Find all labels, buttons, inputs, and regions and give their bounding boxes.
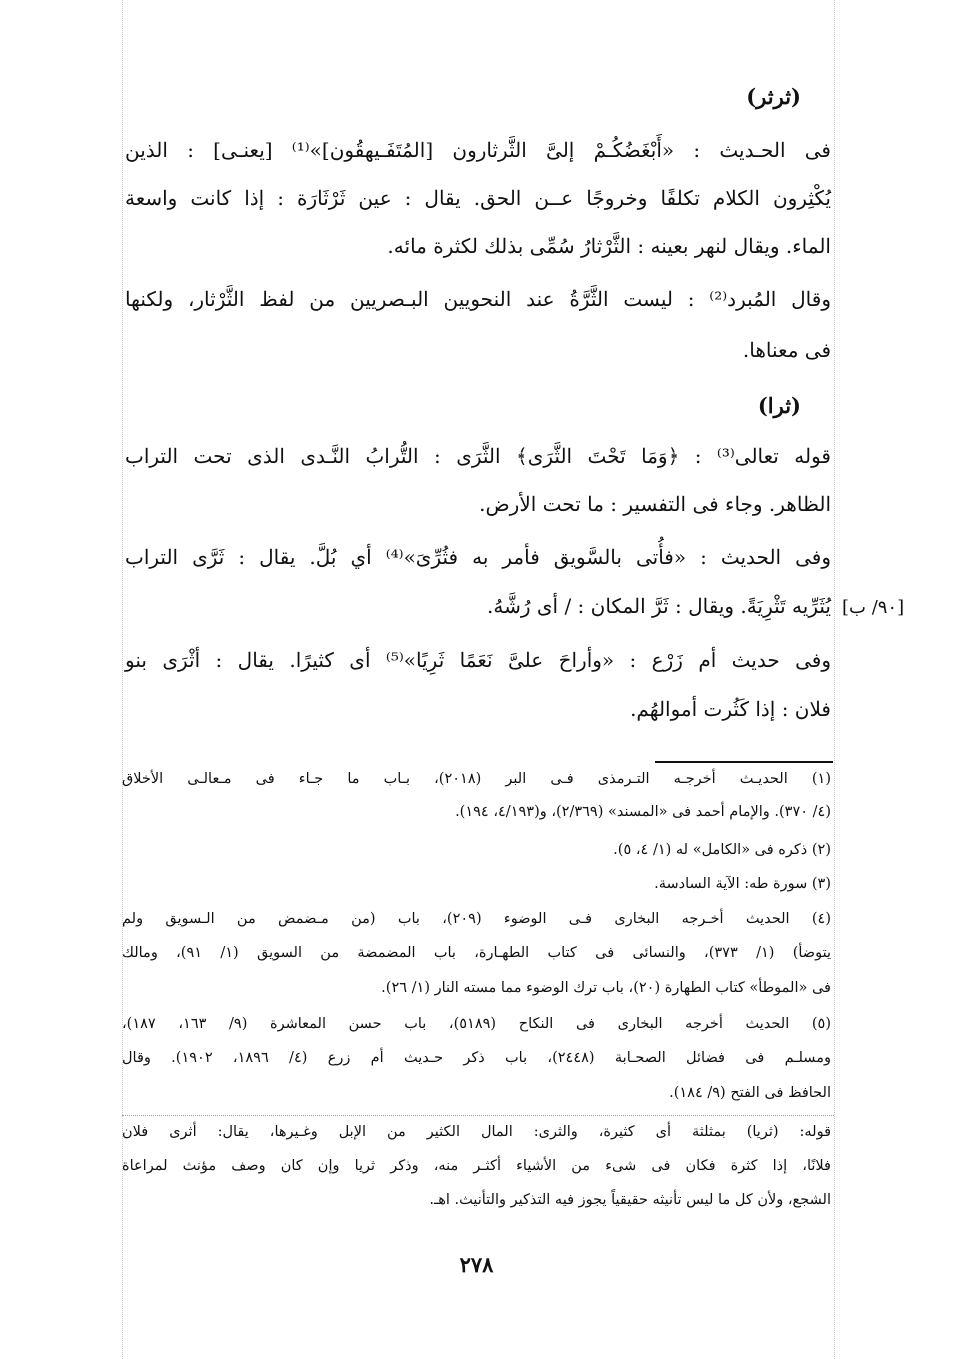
body-line: يُكْثِرون الكلام تكلفًا وخروجًا عــن الحق. يقال : عين ثَرْثَارَة : إذا كانت واسعة: [125, 186, 831, 210]
scan-edge-left: [122, 0, 123, 1359]
footnote-line: (٤) الحديث أخـرجه البخارى فـى الوضوء (٢٠٩)، باب (من مـضمض من الـسويق ولم: [122, 911, 831, 927]
body-line: فى الحـديث : «أَبْغَضُكُـمْ إلىَّ الثَّرثارون [المُتَفَـيهقُون]»⁽¹⁾ [يعنـى] : الذين: [125, 138, 831, 162]
entry-heading-thara: (ثرا): [757, 393, 801, 418]
body-line: قوله تعالى⁽³⁾ : ﴿وَمَا تَحْتَ الثَّرَى﴾ الثَّرَى : التُّرابُ النَّـدى الذى تحت التراب: [125, 444, 831, 468]
body-line: فلان : إذا كَثُرت أموالهُم.: [630, 697, 831, 721]
footnote-line: (٢) ذكره فى «الكامل» له (١/ ٤، ٥).: [613, 842, 831, 858]
explanatory-note-line: قوله: (ثريا) بمثلثة أى كثيرة، والثرى: المال الكثير من الإبل وغـيرها، يقال: أثرى فلان: [122, 1124, 831, 1140]
footnote-line: (١) الحديـث أخرجـه التـرمذى فـى البر (٢٠١٨)، بـاب ما جـاء فى مـعالـى الأخلاق: [122, 771, 831, 787]
body-line: وقال المُبرد⁽²⁾ : ليست الثَّرَّةُ عند النحويين البـصريين من لفظ الثَّرْثار، ولكنها: [125, 287, 831, 311]
explanatory-note-line: الشجع، ولأن كل ما ليس تأنيثه حقيقياً يجوز فيه التذكير والتأنيث. اهـ.: [429, 1192, 831, 1208]
body-line: يُثَرِّيه تَثْرِيَةً. ويقال : ثَرَّ المكان : / أى رُشَّهُ.: [487, 594, 831, 618]
footnote-line: الحافظ فى الفتح (٩/ ١٨٤).: [669, 1085, 831, 1101]
entry-heading-tharthar: (ثرثر): [746, 84, 801, 109]
footnote-separator-rule: [655, 761, 833, 763]
footnote-line: (٣) سورة طه: الآية السادسة.: [654, 876, 831, 892]
scan-edge-right: [834, 0, 835, 1359]
footnote-line: ومسلـم فى فضائل الصحـابة (٢٤٤٨)، باب ذكر حـديث أم زرع (٤/ ١٨٩٦، ١٩٠٢). وقال: [122, 1050, 831, 1066]
note-divider: [122, 1115, 834, 1116]
body-line: وفى الحديث : «فأُتى بالسَّويق فأمر به فثُرِّىَ»⁽⁴⁾ أي بُلَّ. يقال : ثَرَّى التراب: [125, 545, 831, 569]
explanatory-note-line: فلانًا، إذا كثرة فكان فى شىء من الأشياء أكثـر منه، وذكر ثريا وإن كان وصف مؤنث لمراعاة: [122, 1158, 831, 1174]
manuscript-folio-marker: [٩٠/ ب]: [842, 597, 905, 618]
body-line: وفى حديث أم زَرْع : «وأراحَ علىَّ نَعَمًا ثَرِيًا»⁽⁵⁾ أى كثيرًا. يقال : أثْرَى بنو: [125, 648, 832, 672]
body-line: الماء. ويقال لنهر بعينه : الثَّرْثارُ سُمِّى بذلك لكثرة مائه.: [387, 234, 831, 258]
footnote-line: يتوضأ) (١/ ٣٧٣)، والنسائى فى كتاب الطهـارة، باب المضمضة من السويق (١/ ٩١)، ومالك: [122, 945, 831, 961]
footnote-line: فى «الموطأ» كتاب الطهارة (٢٠)، باب ترك الوضوء مما مسته النار (١/ ٢٦).: [381, 980, 831, 996]
footnote-line: (٤/ ٣٧٠). والإمام أحمد فى «المسند» (٢/٣٦٩)، و(٤/١٩٣، ١٩٤).: [455, 804, 831, 820]
page-number: ٢٧٨: [459, 1252, 494, 1277]
body-line: فى معناها.: [742, 338, 831, 362]
body-line: الظاهر. وجاء فى التفسير : ما تحت الأرض.: [479, 492, 831, 516]
footnote-line: (٥) الحديث أخرجه البخارى فى النكاح (٥١٨٩)، باب حسن المعاشرة (٩/ ١٦٣، ١٨٧)،: [122, 1016, 831, 1032]
